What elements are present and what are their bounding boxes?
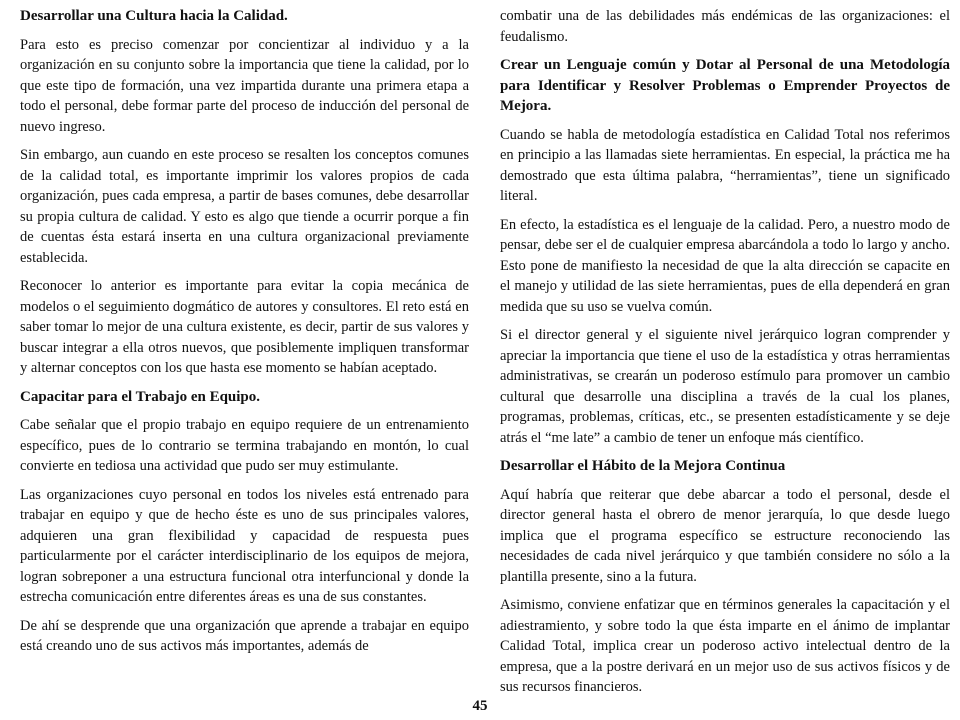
paragraph: combatir una de las debilidades más endémicas de las organizaciones: el feudalismo.: [500, 8, 950, 45]
paragraph: Aquí habría que reiterar que debe abarcar a todo el personal, desde el director general hasta el obrero de menor jerarquía, lo que desde luego implica que el programa específico se estructure reconociendo las necesidades de cada nivel jerárquico y que también considere no sólo a la plantilla presente, sino a la futura.: [500, 486, 950, 585]
section-heading-trabajo-equipo: Capacitar para el Trabajo en Equipo.: [20, 388, 261, 405]
section-heading-mejora-continua: Desarrollar el Hábito de la Mejora Continua: [500, 458, 786, 474]
paragraph: Cuando se habla de metodología estadística en Calidad Total nos referimos en principio a las llamadas siete herramientas. En especial, la práctica me ha demostrado que esta última palabra, “herramientas”, tiene un significado literal.: [500, 126, 950, 204]
paragraph: Cabe señalar que el propio trabajo en equipo requiere de un entrenamiento específico, pues de lo contrario se termina trabajando en montón, lo cual convierte en tediosa una actividad que pudo ser muy estimulante.: [20, 417, 469, 474]
page-number: 45: [472, 698, 488, 714]
paragraph: Para esto es preciso comenzar por concientizar al individuo y a la organización en su conjunto sobre la importancia que tiene la calidad, por lo que este tipo de formación, una vez impartida durante una primera etapa a todo el personal, debe formar parte del proceso de inducción del personal de nuevo ingreso.: [20, 36, 469, 135]
paragraph: En efecto, la estadística es el lenguaje de la calidad. Pero, a nuestro modo de pensar, debe ser el de cualquier empresa abarcándola a todo lo largo y ancho. Esto pone de manifiesto la necesidad de que la alta dirección se capacite en el manejo y utilidad de las siete herramientas, pues de ella dependerá en gran medida que su uso se vuelva común.: [500, 216, 950, 315]
paragraph: Si el director general y el siguiente nivel jerárquico logran comprender y apreciar la importancia que tiene el uso de la estadística y otras herramientas administrativas, se crearán un poderoso estímulo para promover un cambio cultural que desarrolle una disciplina a través de la cual los planes, programas, problemas, críticas, etc., se presenten estadísticamente y se deje atrás el “me late” a cambio de tener un enfoque más científico.: [500, 327, 950, 446]
section-heading-cultura: Desarrollar una Cultura hacia la Calidad.: [20, 8, 288, 24]
paragraph: Las organizaciones cuyo personal en todos los niveles está entrenado para trabajar en equipo y que de hecho éste es uno de sus principales valores, adquieren una gran flexibilidad y capacidad de respuesta pues particularmente por el carácter interdisciplinario de los equipos de mejora, logran sobreponer a una estructura funcional otra interfuncional y donde la estrecha comunicación entre diferentes áreas es una de sus constantes.: [20, 486, 469, 605]
section-heading-lenguaje-comun: Crear un Lenguaje común y Dotar al Personal de una Metodología para Identificar y Resolver Problemas o Emprender Proyectos de Mejora.: [500, 57, 950, 114]
left-column: [20, 6, 469, 665]
paragraph: Asimismo, conviene enfatizar que en términos generales la capacitación y el adiestramiento, y sobre todo la que ésta imparte en el ánimo de implantar Calidad Total, implica crear un poderoso activo intelectual dentro de la empresa, que a la postre derivará en un mejor uso de sus activos físicos y de sus recursos financieros.: [500, 597, 950, 695]
paragraph: Reconocer lo anterior es importante para evitar la copia mecánica de modelos o el seguimiento dogmático de autores y consultores. El reto está en saber tomar lo mejor de una cultura existente, es decir, partir de sus valores y buscar integrar a ella otros nuevos, que posiblemente impliquen transformar y alternar conceptos con los que hasta ese momento se habían aceptado.: [20, 278, 469, 376]
paragraph: Sin embargo, aun cuando en este proceso se resalten los conceptos comunes de la calidad total, es importante imprimir los valores propios de cada organización, pues cada empresa, a partir de bases comunes, debe desarrollar su propia cultura de calidad. Y esto es algo que tiende a ocurrir porque a fin de cuentas ésta estará inserta en una cultura organizacional previamente establecida.: [20, 147, 469, 266]
paragraph: De ahí se desprende que una organización que aprende a trabajar en equipo está creando uno de sus activos más importantes, además de: [20, 617, 469, 654]
right-column: [500, 6, 950, 706]
